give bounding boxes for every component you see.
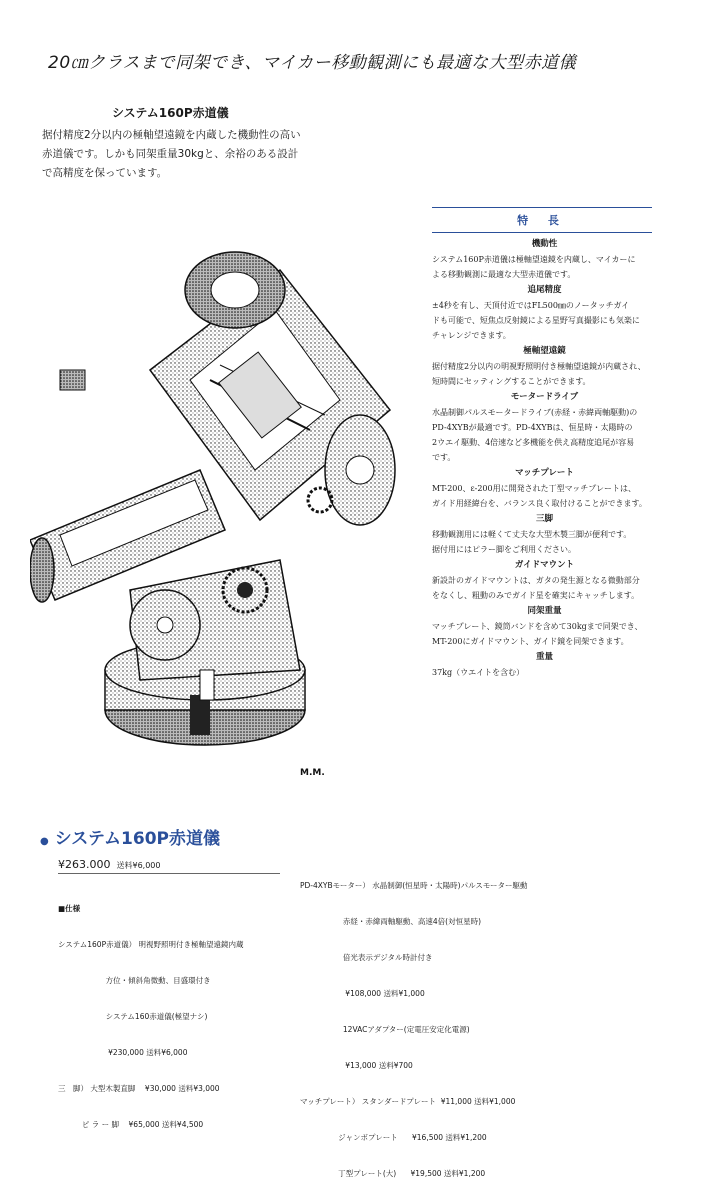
spec-line: システム160赤道儀(極望ナシ) (58, 1012, 208, 1021)
product-subtitle: システム160P赤道儀 (112, 106, 229, 120)
feature-body: MT-200、ε-200用に開発された丁型マッチプレートは、 ガイド用経緯台を、バランス良く取付けることができます。 (432, 484, 647, 508)
feature-item (432, 649, 657, 680)
feature-body: ±4秒を有し、天頂付近ではFL500㎜のノータッチガイ ドも可能で、短焦点反射鏡による星野写真撮影にも気楽に チャレンジできます。 (432, 301, 640, 340)
feature-item (432, 465, 657, 511)
spec-line: PD-4XYBモーター） 水晶制御(恒星時・太陽時)パルスモーター駆動 (300, 881, 528, 890)
feature-item (432, 282, 657, 343)
feature-item (432, 343, 657, 389)
spec-line: ¥13,000 送料¥700 (300, 1061, 413, 1070)
spec-line: 赤経・赤緯両軸駆動、高速4倍(対恒星時) (300, 917, 482, 926)
feature-body: マッチプレート、鏡筒バンドを含めて30kgまで同架でき、 MT-200にガイドマウント、ガイド鏡を同架できます。 (432, 622, 643, 646)
feature-item (432, 389, 657, 465)
spec-line: 倍光表示デジタル時計付き (300, 953, 433, 962)
spec-line: 三 脚） 大型木製直脚 ¥30,000 送料¥3,000 (58, 1084, 220, 1093)
feature-body: 37kg（ウエイトを含む） (432, 668, 525, 677)
features-list (432, 236, 657, 680)
feature-title: 極軸望遠鏡 (523, 346, 566, 356)
feature-title: 同架重量 (527, 606, 562, 616)
spec-line: マッチプレート） スタンダードプレート ¥11,000 送料¥1,000 (300, 1097, 516, 1106)
feature-body: 新設計のガイドマウントは、ガタの発生源となる微動部分 をなくし、粗動のみでガイド星を確実にキャッチします。 (432, 576, 640, 600)
feature-title: 機動性 (531, 239, 558, 249)
features-header (432, 207, 652, 233)
feature-body: 移動観測用には軽くて丈夫な大型木製三脚が便利です。 据付用にはピラー脚をご利用ください。 (432, 530, 632, 554)
spec-line: 丁型プレート(大) ¥19,500 送料¥1,200 (300, 1169, 486, 1178)
feature-item (432, 603, 657, 649)
price-row (58, 858, 161, 871)
product-title-block (40, 824, 220, 849)
features-heading: 特 長 (517, 214, 567, 227)
spec-line: ¥230,000 送料¥6,000 (58, 1048, 188, 1057)
spec-line: 12VACアダプター(定電圧安定化電源) (300, 1025, 470, 1034)
specs-left (58, 879, 243, 1143)
feature-title: ガイドマウント (514, 560, 575, 570)
price: ¥263.000 (58, 858, 111, 871)
spec-line: システム160P赤道儀） 明視野照明付き極軸望遠鏡内蔵 (58, 940, 244, 949)
spec-line: ジャンボプレート ¥16,500 送料¥1,200 (300, 1133, 487, 1142)
feature-title: 追尾精度 (527, 285, 562, 295)
spec-line: 方位・傾斜角微動、目盛環付き (58, 976, 211, 985)
feature-item (432, 236, 657, 282)
divider (58, 873, 280, 874)
product-title: システム160P赤道儀 (54, 829, 220, 849)
feature-item (432, 557, 657, 603)
feature-body: 水晶制御パルスモータードライブ(赤経・赤緯両軸駆動)の PD-4XYBが最適です。PD-4XYBは、恒星時・太陽時の 2ウエイ駆動、4倍速など多機能を供え高精度追尾が容易 です。 (432, 408, 638, 462)
spec-line: ■仕様 (58, 904, 81, 913)
intro-text: 据付精度2分以内の極軸望遠鏡を内蔵した機動性の高い赤道儀です。しかも同架重量30kgと、余裕のある設計で高精度を保っています。 (42, 129, 301, 179)
feature-body: システム160P赤道儀は極軸望遠鏡を内蔵し、マイカーに よる移動観測に最適な大型赤道儀です。 (432, 255, 636, 279)
equatorial-mount-illustration (30, 230, 430, 790)
bullet-icon: ● (40, 836, 49, 847)
feature-item (432, 511, 657, 557)
feature-title: モータードライブ (510, 392, 579, 402)
feature-title: 重量 (535, 652, 553, 662)
feature-body: 据付精度2分以内の明視野照明付き極軸望遠鏡が内蔵され、 短時間にセッティングすることができます。 (432, 362, 646, 386)
spec-line: ¥108,000 送料¥1,000 (300, 989, 425, 998)
spec-line: ピ ラ ー 脚 ¥65,000 送料¥4,500 (58, 1120, 204, 1129)
feature-title: マッチプレート (515, 468, 574, 478)
headline: 20㎝クラスまで同架でき、マイカー移動観測にも最適な大型赤道儀 (48, 53, 577, 73)
specs-right (300, 856, 528, 1192)
illustration-signature: M.M. (300, 768, 325, 778)
feature-title: 三脚 (535, 514, 553, 524)
shipping: 送料¥6,000 (116, 861, 161, 870)
